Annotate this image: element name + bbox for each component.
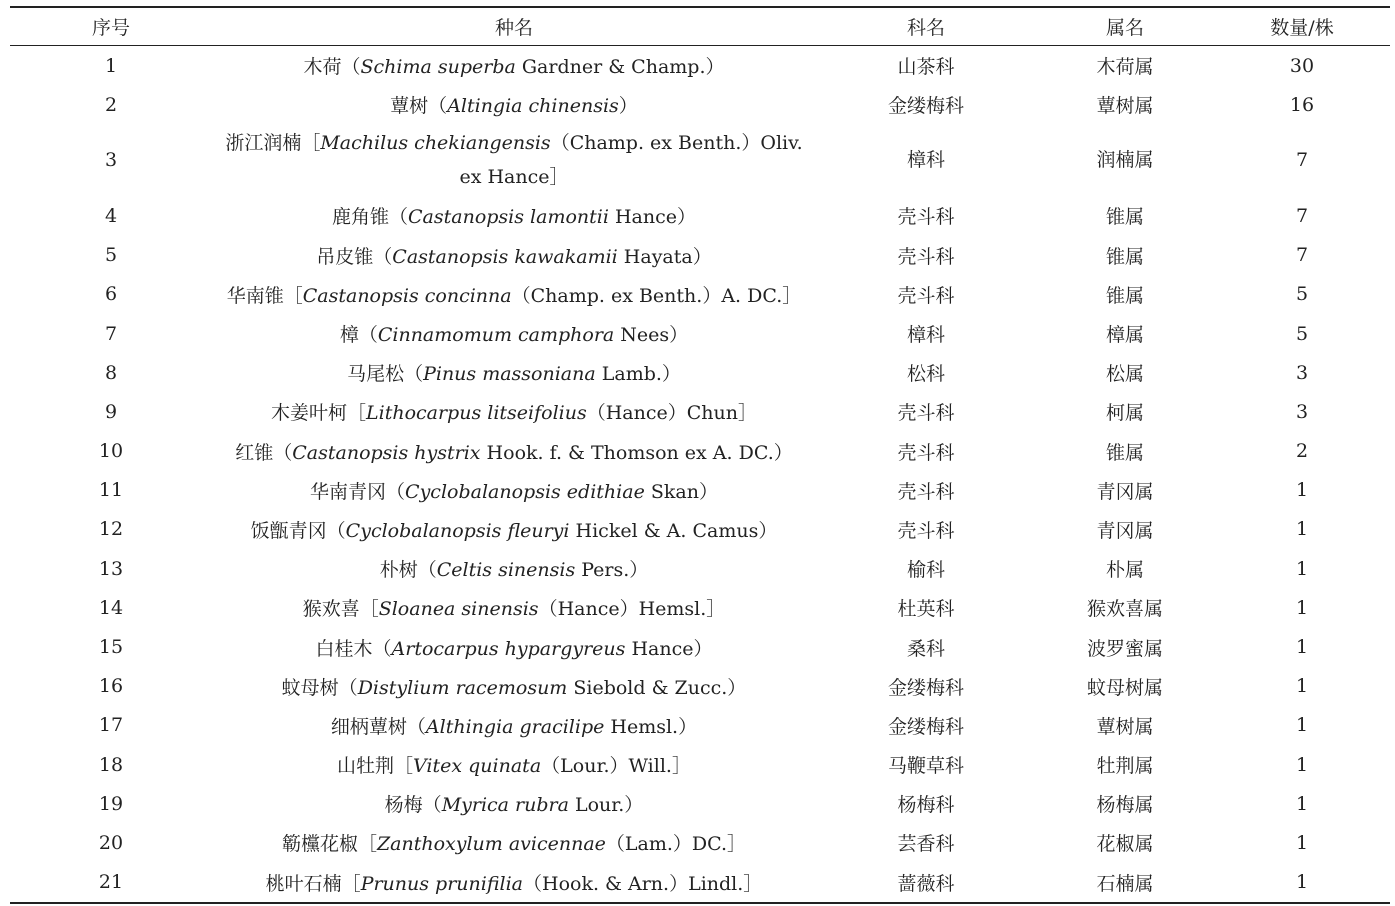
- header-number: 序号: [91, 17, 130, 39]
- family-name: 杜英科: [897, 598, 955, 621]
- tree-count: 1: [1295, 714, 1309, 737]
- row-number: 15: [98, 636, 124, 659]
- scientific-name: Althingia gracilipe: [425, 715, 605, 738]
- genus-name: 锥属: [1105, 284, 1144, 307]
- genus-name: 锥属: [1105, 441, 1144, 464]
- row-number: 4: [104, 204, 118, 227]
- species-name: [212, 275, 816, 314]
- table-body: [10, 46, 1390, 903]
- family-name: 金缕梅科: [887, 95, 964, 118]
- author-citation: Siebold & Zucc.）: [567, 676, 747, 699]
- species-name: [212, 46, 816, 86]
- scientific-name: Artocarpus hypargyreus: [391, 637, 626, 660]
- row-number: 3: [104, 149, 118, 172]
- row-number: 10: [98, 440, 124, 463]
- chinese-name: 蕈树（: [390, 95, 448, 118]
- species-table: [10, 6, 1390, 904]
- family-name: 榆科: [906, 559, 945, 582]
- genus-name: 木荷属: [1096, 56, 1154, 79]
- species-name: [212, 392, 816, 431]
- family-name: 金缕梅科: [887, 676, 964, 699]
- scientific-name: Myrica rubra: [441, 794, 569, 817]
- row-number: 11: [98, 479, 124, 502]
- genus-name: 朴属: [1105, 559, 1144, 582]
- genus-name: 樟属: [1105, 324, 1144, 347]
- tree-count: 1: [1295, 479, 1309, 502]
- chinese-name: 蚊母树（: [281, 676, 358, 699]
- tree-count: 1: [1295, 792, 1309, 815]
- tree-count: 16: [1289, 93, 1315, 116]
- genus-name: 牡荆属: [1096, 755, 1154, 778]
- genus-name: 柯属: [1105, 402, 1144, 425]
- row-number: 17: [98, 714, 124, 737]
- tree-count: 3: [1295, 361, 1309, 384]
- author-citation: （Hance）Hemsl.］: [538, 598, 726, 621]
- genus-name: 青冈属: [1096, 480, 1154, 503]
- tree-count: 7: [1295, 204, 1309, 227]
- row-number: 5: [104, 244, 118, 267]
- chinese-name: 细柄蕈树（: [330, 715, 426, 738]
- table-row: [10, 353, 1390, 392]
- species-name: [212, 471, 816, 510]
- scientific-name: Altingia chinensis: [447, 95, 619, 118]
- row-number: 7: [104, 322, 118, 345]
- species-table-container: [10, 6, 1390, 904]
- row-number: 14: [98, 596, 124, 619]
- genus-name: 锥属: [1105, 206, 1144, 229]
- table-row: [10, 667, 1390, 706]
- genus-name: 蚊母树属: [1086, 676, 1163, 699]
- family-name: 壳斗科: [897, 245, 955, 268]
- genus-name: 蕈树属: [1096, 95, 1154, 118]
- family-name: 杨梅科: [897, 794, 955, 817]
- table-row: [10, 627, 1390, 666]
- family-name: 壳斗科: [897, 402, 955, 425]
- genus-name: 石楠属: [1096, 872, 1154, 895]
- scientific-name: Machilus chekiangensis: [320, 132, 551, 155]
- table-header: [10, 7, 1390, 46]
- family-name: 蔷薇科: [897, 872, 955, 895]
- species-name: [212, 432, 816, 471]
- table-row: [10, 236, 1390, 275]
- family-name: 芸香科: [897, 833, 955, 856]
- chinese-name: 簕欓花椒［: [281, 833, 377, 856]
- scientific-name: Distylium racemosum: [357, 676, 568, 699]
- author-citation: Hook. f. & Thomson ex A. DC.）: [480, 441, 793, 464]
- author-citation: （Hance）Chun］: [586, 402, 757, 425]
- chinese-name: 白桂木（: [315, 637, 392, 660]
- chinese-name: 红锥（: [235, 441, 293, 464]
- scientific-name: Sloanea sinensis: [378, 598, 539, 621]
- author-citation: Hemsl.）: [604, 715, 698, 738]
- scientific-name: Prunus prunifilia: [360, 872, 524, 895]
- species-name: [212, 863, 816, 903]
- tree-count: 3: [1295, 400, 1309, 423]
- table-row: [10, 432, 1390, 471]
- author-citation: Hance）: [608, 206, 696, 229]
- scientific-name: Zanthoxylum avicennae: [376, 833, 606, 856]
- genus-name: 青冈属: [1096, 519, 1154, 542]
- scientific-name: Castanopsis hystrix: [292, 441, 481, 464]
- chinese-name: 樟（: [339, 324, 378, 347]
- species-name: [212, 510, 816, 549]
- scientific-name: Cyclobalanopsis edithiae: [405, 480, 645, 503]
- author-citation: Lour.）: [568, 794, 644, 817]
- family-name: 樟科: [906, 324, 945, 347]
- family-name: 樟科: [906, 149, 945, 172]
- chinese-name: 山牡荆［: [337, 755, 414, 778]
- species-name: [212, 706, 816, 745]
- table-row: [10, 784, 1390, 823]
- chinese-name: 木姜叶柯［: [270, 402, 366, 425]
- species-name: [212, 549, 816, 588]
- genus-name: 蕈树属: [1096, 715, 1154, 738]
- tree-count: 1: [1295, 557, 1309, 580]
- scientific-name: Vitex quinata: [413, 755, 542, 778]
- chinese-name: 杨梅（: [384, 794, 442, 817]
- species-name: [212, 745, 816, 784]
- chinese-name: 桃叶石楠［: [265, 872, 361, 895]
- genus-name: 猴欢喜属: [1086, 598, 1163, 621]
- species-name: [212, 823, 816, 862]
- table-row: [10, 46, 1390, 86]
- scientific-name: Castanopsis kawakamii: [392, 245, 618, 268]
- tree-count: 1: [1295, 753, 1309, 776]
- genus-name: 润楠属: [1096, 149, 1154, 172]
- author-citation: Hance）: [625, 637, 713, 660]
- table-row: [10, 392, 1390, 431]
- scientific-name: Pinus massoniana: [423, 363, 596, 386]
- scientific-name: Lithocarpus litseifolius: [366, 402, 587, 425]
- table-row: [10, 510, 1390, 549]
- table-row: [10, 275, 1390, 314]
- header-family: 科名: [906, 17, 945, 39]
- species-name: [212, 196, 816, 235]
- family-name: 金缕梅科: [887, 715, 964, 738]
- genus-name: 波罗蜜属: [1086, 637, 1163, 660]
- chinese-name: 饭甑青冈（: [250, 519, 346, 542]
- tree-count: 5: [1295, 322, 1309, 345]
- row-number: 12: [98, 518, 124, 541]
- author-citation: （Champ. ex Benth.）Oliv. ex Hance］: [459, 132, 803, 189]
- family-name: 壳斗科: [897, 519, 955, 542]
- chinese-name: 华南青冈（: [310, 480, 406, 503]
- table-row: [10, 549, 1390, 588]
- author-citation: Gardner & Champ.）: [515, 56, 725, 79]
- species-name: [212, 588, 816, 627]
- author-citation: Hayata）: [617, 245, 712, 268]
- tree-count: 5: [1295, 283, 1309, 306]
- tree-count: 7: [1295, 244, 1309, 267]
- species-name: [212, 627, 816, 666]
- header-genus: 属名: [1105, 17, 1144, 39]
- scientific-name: Celtis sinensis: [436, 559, 576, 582]
- tree-count: 1: [1295, 636, 1309, 659]
- row-number: 20: [98, 831, 124, 854]
- table-row: [10, 124, 1390, 196]
- row-number: 2: [104, 93, 118, 116]
- scientific-name: Castanopsis lamontii: [408, 206, 609, 229]
- family-name: 山茶科: [897, 56, 955, 79]
- species-name: [212, 353, 816, 392]
- table-row: [10, 823, 1390, 862]
- tree-count: 30: [1289, 54, 1315, 77]
- tree-count: 2: [1295, 440, 1309, 463]
- chinese-name: 马尾松（: [347, 363, 424, 386]
- table-row: [10, 706, 1390, 745]
- tree-count: 1: [1295, 871, 1309, 894]
- genus-name: 锥属: [1105, 245, 1144, 268]
- author-citation: （Champ. ex Benth.）A. DC.］: [511, 284, 802, 307]
- author-citation: （Lam.）DC.］: [605, 833, 747, 856]
- author-citation: Pers.）: [575, 559, 649, 582]
- row-number: 18: [98, 753, 124, 776]
- table-row: [10, 745, 1390, 784]
- row-number: 6: [104, 283, 118, 306]
- chinese-name: 浙江润楠［: [225, 132, 321, 155]
- table-row: [10, 196, 1390, 235]
- family-name: 壳斗科: [897, 441, 955, 464]
- species-name: [212, 85, 816, 124]
- author-citation: Hickel & A. Camus）: [569, 519, 778, 542]
- tree-count: 1: [1295, 675, 1309, 698]
- family-name: 壳斗科: [897, 206, 955, 229]
- family-name: 马鞭草科: [887, 755, 964, 778]
- header-count: 数量/株: [1270, 17, 1334, 39]
- tree-count: 1: [1295, 596, 1309, 619]
- author-citation: Nees）: [614, 324, 689, 347]
- species-name: [212, 314, 816, 353]
- genus-name: 杨梅属: [1096, 794, 1154, 817]
- scientific-name: Cyclobalanopsis fleuryi: [345, 519, 570, 542]
- tree-count: 1: [1295, 831, 1309, 854]
- chinese-name: 吊皮锥（: [316, 245, 393, 268]
- scientific-name: Castanopsis concinna: [302, 284, 512, 307]
- row-number: 21: [98, 871, 124, 894]
- row-number: 13: [98, 557, 124, 580]
- chinese-name: 猴欢喜［: [302, 598, 379, 621]
- chinese-name: 木荷（: [303, 56, 361, 79]
- species-name: [212, 124, 816, 196]
- row-number: 9: [104, 400, 118, 423]
- row-number: 8: [104, 361, 118, 384]
- author-citation: （Hook. & Arn.）Lindl.］: [523, 872, 763, 895]
- species-name: [212, 236, 816, 275]
- table-row: [10, 588, 1390, 627]
- table-row: [10, 471, 1390, 510]
- author-citation: Skan）: [644, 480, 718, 503]
- table-row: [10, 863, 1390, 903]
- row-number: 1: [104, 54, 118, 77]
- author-citation: ）: [618, 95, 638, 118]
- genus-name: 松属: [1105, 363, 1144, 386]
- author-citation: Lamb.）: [595, 363, 681, 386]
- scientific-name: Cinnamomum camphora: [377, 324, 615, 347]
- author-citation: （Lour.）Will.］: [541, 755, 691, 778]
- family-name: 壳斗科: [897, 480, 955, 503]
- genus-name: 花椒属: [1096, 833, 1154, 856]
- species-name: [212, 667, 816, 706]
- header-row: [10, 7, 1390, 46]
- tree-count: 7: [1295, 149, 1309, 172]
- family-name: 壳斗科: [897, 284, 955, 307]
- species-name: [212, 784, 816, 823]
- row-number: 19: [98, 792, 124, 815]
- row-number: 16: [98, 675, 124, 698]
- chinese-name: 华南锥［: [226, 284, 303, 307]
- table-row: [10, 85, 1390, 124]
- family-name: 桑科: [906, 637, 945, 660]
- tree-count: 1: [1295, 518, 1309, 541]
- chinese-name: 鹿角锥（: [332, 206, 409, 229]
- scientific-name: Schima superba: [360, 56, 516, 79]
- table-row: [10, 314, 1390, 353]
- header-species-name: 种名: [494, 17, 533, 39]
- chinese-name: 朴树（: [379, 559, 437, 582]
- family-name: 松科: [906, 363, 945, 386]
